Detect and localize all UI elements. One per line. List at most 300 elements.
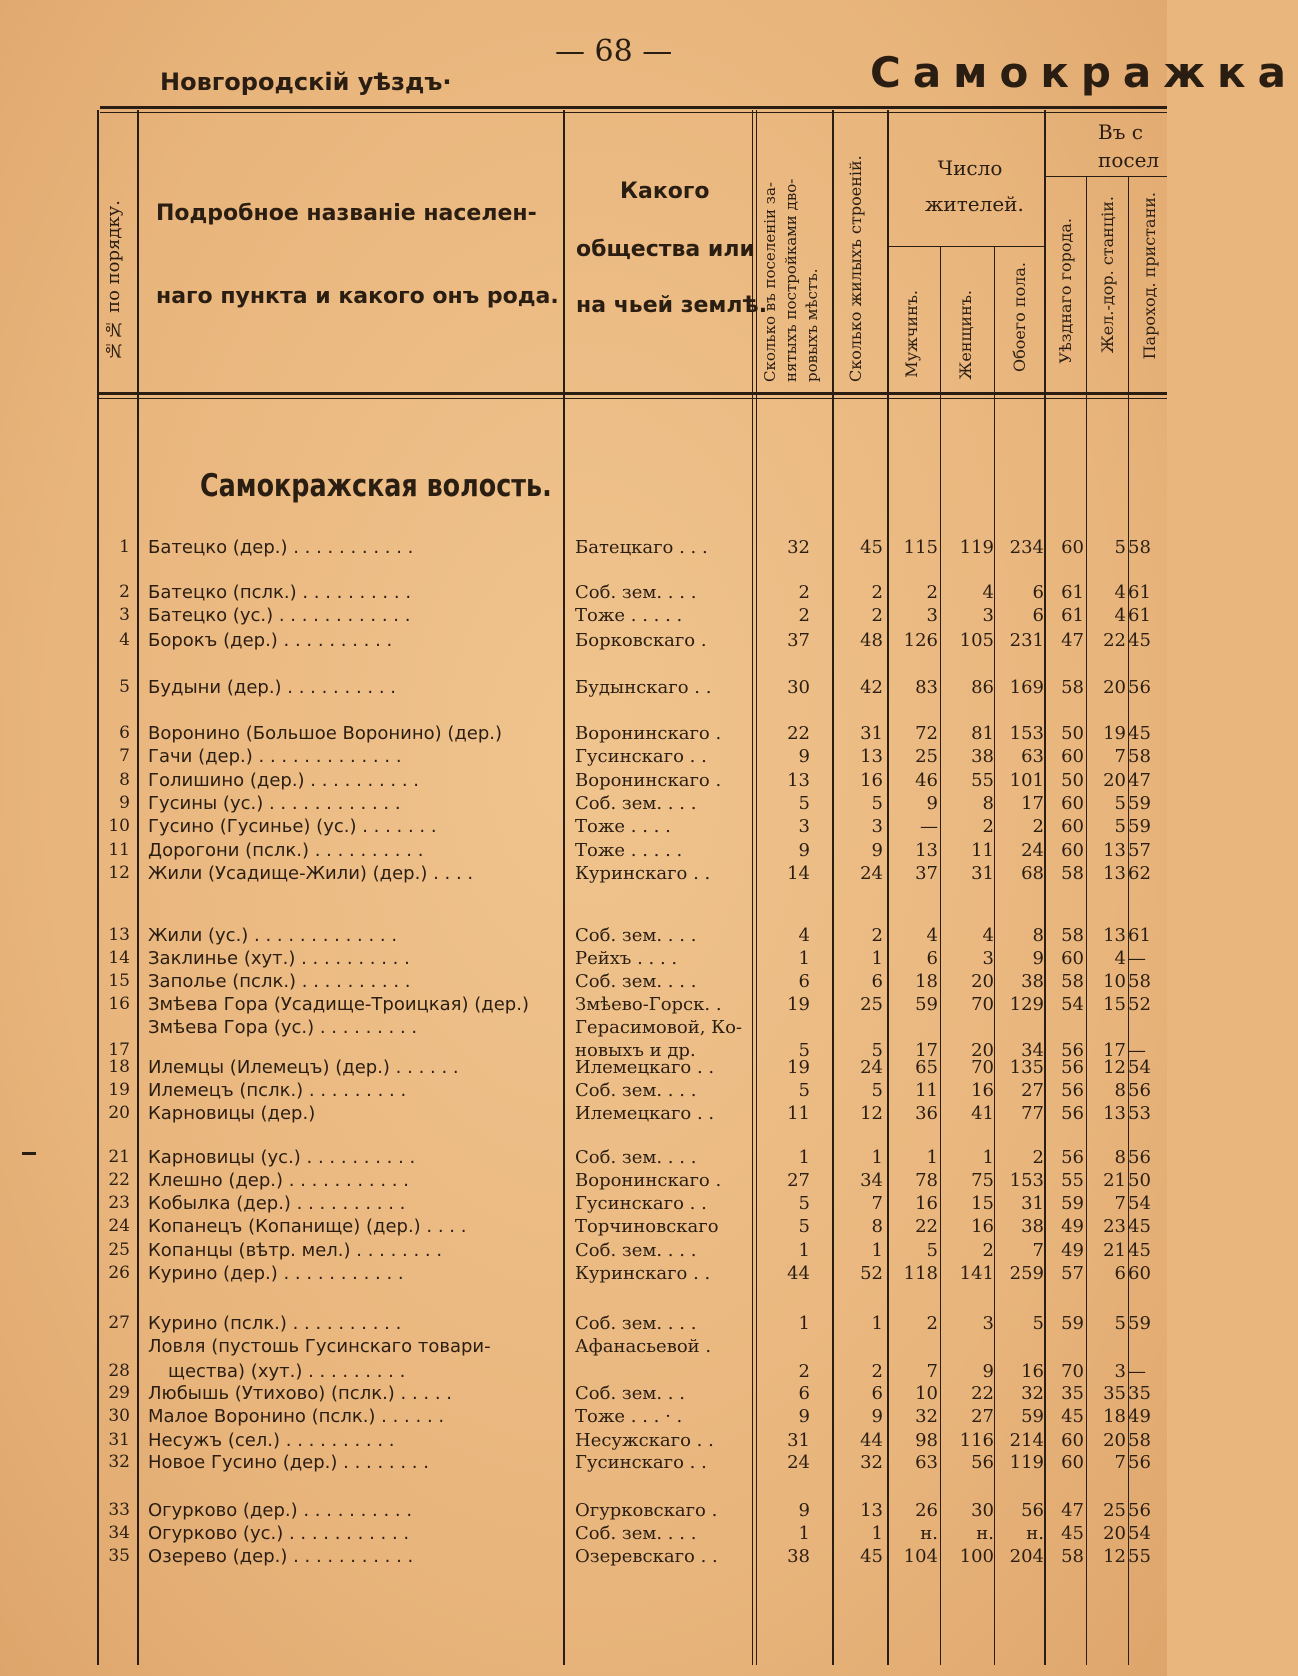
row-dist-rail: 13 — [1103, 840, 1126, 861]
row-society: Тоже . . . · . — [575, 1406, 683, 1427]
row-dist-rail: 15 — [1103, 994, 1126, 1015]
header-plots: Сколько въ поселеніи за- нятыхъ постройками дво- ровыхъ мѣстъ. — [761, 178, 821, 382]
row-name: Курино (пслк.) . . . . . . . . . . — [148, 1313, 402, 1334]
row-dist-rail: 8 — [1114, 1080, 1126, 1101]
row-buildings: 48 — [860, 630, 883, 651]
row-buildings: 5 — [871, 1080, 883, 1101]
row-number: 3 — [119, 605, 130, 625]
row-dist-town: 60 — [1061, 840, 1084, 861]
row-dist-pier: 56 — [1128, 1452, 1151, 1473]
row-dist-town: 50 — [1061, 770, 1084, 791]
row-dist-rail: 23 — [1103, 1216, 1126, 1237]
row-dist-rail: 7 — [1114, 1193, 1126, 1214]
table-row — [0, 1080, 1167, 1104]
row-number: 10 — [108, 816, 130, 836]
row-female: 22 — [971, 1383, 994, 1404]
row-dist-town: 45 — [1061, 1406, 1084, 1427]
row-male: 37 — [915, 863, 938, 884]
row-dist-town: 56 — [1061, 1147, 1084, 1168]
row-female: 1 — [982, 1147, 994, 1168]
row-female: 8 — [982, 793, 994, 814]
row-plots: 24 — [787, 1452, 810, 1473]
row-dist-rail: 21 — [1103, 1240, 1126, 1261]
row-society: Воронинскаго . — [575, 770, 722, 791]
row-society: Озеревскаго . . — [575, 1546, 718, 1567]
row-society: Соб. зем. . . . — [575, 1523, 697, 1544]
row-society: Змѣево-Горск. . — [575, 994, 722, 1015]
row-society: Соб. зем. . . . — [575, 1313, 697, 1334]
row-female: 3 — [982, 605, 994, 626]
row-name: Батецко (дер.) . . . . . . . . . . . — [148, 537, 414, 558]
row-male: 72 — [915, 723, 938, 744]
row-male: 6 — [926, 948, 938, 969]
row-plots: 1 — [798, 1147, 810, 1168]
row-dist-town: 61 — [1061, 605, 1084, 626]
row-total: 214 — [1009, 1430, 1044, 1451]
row-female: 119 — [959, 537, 994, 558]
row-female: 16 — [971, 1080, 994, 1101]
row-dist-rail: 13 — [1103, 1103, 1126, 1124]
top-rule-thin — [100, 112, 1167, 113]
row-number: 23 — [108, 1193, 130, 1213]
row-dist-town: 59 — [1061, 1313, 1084, 1334]
row-buildings: 6 — [871, 971, 883, 992]
table-row — [0, 677, 1167, 701]
row-name: Огурково (дер.) . . . . . . . . . . — [148, 1500, 413, 1521]
row-plots: 2 — [798, 582, 810, 603]
row-society: Гусинскаго . . — [575, 746, 707, 767]
row-total: 7 — [1032, 1240, 1044, 1261]
row-name: Ловля (пустошь Гусинскаго товари- — [148, 1336, 491, 1357]
row-buildings: 45 — [860, 537, 883, 558]
row-female: 30 — [971, 1500, 994, 1521]
row-plots: 14 — [787, 863, 810, 884]
row-plots: 32 — [787, 537, 810, 558]
row-dist-town: 55 — [1061, 1170, 1084, 1191]
row-female: 2 — [982, 1240, 994, 1261]
row-buildings: 7 — [871, 1193, 883, 1214]
row-male: 17 — [915, 1040, 938, 1061]
row-dist-rail: 22 — [1103, 630, 1126, 651]
row-dist-pier: 52 — [1128, 994, 1151, 1015]
row-plots: 2 — [798, 1361, 810, 1382]
row-name: Борокъ (дер.) . . . . . . . . . . — [148, 630, 393, 651]
row-buildings: 9 — [871, 840, 883, 861]
row-name: Новое Гусино (дер.) . . . . . . . . — [148, 1452, 429, 1473]
table-row — [0, 582, 1167, 606]
row-male: 63 — [915, 1452, 938, 1473]
row-dist-rail: 13 — [1103, 925, 1126, 946]
row-name: Батецко (ус.) . . . . . . . . . . . . — [148, 605, 411, 626]
row-dist-rail: 4 — [1114, 605, 1126, 626]
row-female: 20 — [971, 1040, 994, 1061]
row-male: 22 — [915, 1216, 938, 1237]
table-row — [0, 1147, 1167, 1171]
row-female: 16 — [971, 1216, 994, 1237]
row-male: 2 — [926, 582, 938, 603]
row-female: 41 — [971, 1103, 994, 1124]
row-number: 6 — [119, 723, 130, 743]
row-name: Несужъ (сел.) . . . . . . . . . . — [148, 1430, 395, 1451]
row-total: 153 — [1009, 723, 1044, 744]
row-male: 32 — [915, 1406, 938, 1427]
row-dist-pier: 56 — [1128, 1080, 1151, 1101]
row-dist-rail: 7 — [1114, 1452, 1126, 1473]
row-male: 5 — [926, 1240, 938, 1261]
row-buildings: 45 — [860, 1546, 883, 1567]
row-dist-town: 50 — [1061, 723, 1084, 744]
row-name: Клешно (дер.) . . . . . . . . . . . — [148, 1170, 409, 1191]
header-name-line1: Подробное названіе населен- — [156, 201, 537, 226]
running-volost-title: Самокражка — [870, 48, 1298, 97]
row-dist-pier: 59 — [1128, 793, 1151, 814]
row-dist-rail: 5 — [1114, 816, 1126, 837]
table-row — [0, 1336, 1167, 1382]
row-dist-pier: 35 — [1128, 1383, 1151, 1404]
row-dist-town: 45 — [1061, 1523, 1084, 1544]
row-dist-rail: 20 — [1103, 770, 1126, 791]
row-male: 115 — [903, 537, 938, 558]
row-total: 56 — [1021, 1500, 1044, 1521]
row-dist-rail: 10 — [1103, 971, 1126, 992]
row-female: 70 — [971, 994, 994, 1015]
row-dist-town: 70 — [1061, 1361, 1084, 1382]
row-female: 3 — [982, 948, 994, 969]
row-buildings: 25 — [860, 994, 883, 1015]
row-number: 32 — [108, 1452, 130, 1472]
table-row — [0, 537, 1167, 561]
row-dist-town: 59 — [1061, 1193, 1084, 1214]
top-rule — [100, 106, 1167, 109]
row-number: 28 — [108, 1361, 130, 1381]
row-society: Соб. зем. . . . — [575, 1147, 697, 1168]
row-plots: 5 — [798, 1216, 810, 1237]
row-total: 153 — [1009, 1170, 1044, 1191]
row-dist-rail: 21 — [1103, 1170, 1126, 1191]
row-society: Рейхъ . . . . — [575, 948, 678, 969]
row-dist-town: 60 — [1061, 1430, 1084, 1451]
row-dist-pier: 58 — [1128, 537, 1151, 558]
row-name: Жили (Усадище-Жили) (дер.) . . . . — [148, 863, 474, 884]
row-dist-town: 58 — [1061, 677, 1084, 698]
row-society: Илемецкаго . . — [575, 1057, 715, 1078]
row-name: Огурково (ус.) . . . . . . . . . . . — [148, 1523, 410, 1544]
row-male: 78 — [915, 1170, 938, 1191]
row-dist-pier: 62 — [1128, 863, 1151, 884]
row-female: 55 — [971, 770, 994, 791]
row-female: 75 — [971, 1170, 994, 1191]
row-buildings: 1 — [871, 948, 883, 969]
row-dist-town: 60 — [1061, 793, 1084, 814]
row-number: 22 — [108, 1170, 130, 1190]
table-row — [0, 1240, 1167, 1264]
row-total: 231 — [1009, 630, 1044, 651]
table-row — [0, 1193, 1167, 1217]
row-name: Курино (дер.) . . . . . . . . . . . — [148, 1263, 404, 1284]
row-female: 70 — [971, 1057, 994, 1078]
row-male: 83 — [915, 677, 938, 698]
row-dist-rail: 35 — [1103, 1383, 1126, 1404]
row-name: Будыни (дер.) . . . . . . . . . . — [148, 677, 396, 698]
row-society: Соб. зем. . . . — [575, 971, 697, 992]
table-row — [0, 994, 1167, 1018]
header-bottom-rule — [97, 392, 1167, 395]
row-male: 18 — [915, 971, 938, 992]
table-row — [0, 1452, 1167, 1476]
row-number: 30 — [108, 1406, 130, 1426]
row-total: 17 — [1021, 793, 1044, 814]
row-dist-pier: 56 — [1128, 1147, 1151, 1168]
row-dist-town: 61 — [1061, 582, 1084, 603]
row-dist-town: 58 — [1061, 971, 1084, 992]
row-dist-town: 58 — [1061, 925, 1084, 946]
row-total: 129 — [1009, 994, 1044, 1015]
table-row — [0, 863, 1167, 887]
row-society: Несужскаго . . — [575, 1430, 714, 1451]
row-name: Копанецъ (Копанище) (дер.) . . . . — [148, 1216, 467, 1237]
row-dist-pier: — — [1128, 1361, 1146, 1382]
row-number: 8 — [119, 770, 130, 790]
row-dist-rail: 19 — [1103, 723, 1126, 744]
row-male: 118 — [903, 1263, 938, 1284]
row-name: Заклинье (хут.) . . . . . . . . . . — [148, 948, 410, 969]
row-society: Афанасьевой . — [575, 1336, 712, 1357]
row-plots: 5 — [798, 1040, 810, 1061]
row-dist-rail: 5 — [1114, 537, 1126, 558]
row-total: 27 — [1021, 1080, 1044, 1101]
row-male: 2 — [926, 1313, 938, 1334]
row-dist-pier: 56 — [1128, 1500, 1151, 1521]
table-row — [0, 1523, 1167, 1547]
row-society: Тоже . . . . . — [575, 605, 683, 626]
row-name: Батецко (пслк.) . . . . . . . . . . — [148, 582, 412, 603]
row-number: 7 — [119, 746, 130, 766]
row-plots: 27 — [787, 1170, 810, 1191]
row-dist-pier: 50 — [1128, 1170, 1151, 1191]
row-number: 4 — [119, 630, 130, 650]
header-female: Женщинъ. — [956, 290, 975, 380]
row-dist-town: 49 — [1061, 1240, 1084, 1261]
row-buildings: 24 — [860, 1057, 883, 1078]
row-dist-rail: 4 — [1114, 582, 1126, 603]
row-male: 10 — [915, 1383, 938, 1404]
row-plots: 2 — [798, 605, 810, 626]
row-dist-rail: 18 — [1103, 1406, 1126, 1427]
row-total: 2 — [1032, 816, 1044, 837]
row-female: 31 — [971, 863, 994, 884]
row-name: Дорогони (пслк.) . . . . . . . . . . — [148, 840, 424, 861]
header-dist-pier: Пароход. пристани. — [1140, 192, 1159, 360]
row-dist-town: 56 — [1061, 1103, 1084, 1124]
row-dist-pier: 58 — [1128, 971, 1151, 992]
row-buildings: 1 — [871, 1313, 883, 1334]
row-name: Гусины (ус.) . . . . . . . . . . . . — [148, 793, 401, 814]
row-male: 25 — [915, 746, 938, 767]
row-dist-pier: 61 — [1128, 925, 1151, 946]
row-dist-rail: 20 — [1103, 1523, 1126, 1544]
row-number: 33 — [108, 1500, 130, 1520]
row-male: 7 — [926, 1361, 938, 1382]
row-dist-pier: 49 — [1128, 1406, 1151, 1427]
row-dist-pier: 57 — [1128, 840, 1151, 861]
row-dist-pier: 61 — [1128, 605, 1151, 626]
row-society: Гусинскаго . . — [575, 1452, 707, 1473]
row-society: Воронинскаго . — [575, 723, 722, 744]
row-society: Огурковскаго . — [575, 1500, 718, 1521]
row-name: Любышь (Утихово) (пслк.) . . . . . — [148, 1383, 453, 1404]
row-buildings: 31 — [860, 723, 883, 744]
row-name: Гачи (дер.) . . . . . . . . . . . . . — [148, 746, 402, 767]
row-buildings: 12 — [860, 1103, 883, 1124]
row-dist-rail: 4 — [1114, 948, 1126, 969]
row-plots: 5 — [798, 1193, 810, 1214]
row-dist-rail: 25 — [1103, 1500, 1126, 1521]
row-number: 15 — [108, 971, 130, 991]
row-total: 6 — [1032, 582, 1044, 603]
row-dist-town: 47 — [1061, 630, 1084, 651]
row-number: 2 — [119, 582, 130, 602]
row-female: 100 — [959, 1546, 994, 1567]
table-row — [0, 816, 1167, 840]
row-society: Борковскаго . — [575, 630, 707, 651]
row-dist-town: 49 — [1061, 1216, 1084, 1237]
row-name: Озерево (дер.) . . . . . . . . . . . — [148, 1546, 414, 1567]
row-dist-town: 56 — [1061, 1040, 1084, 1061]
row-buildings: 2 — [871, 1361, 883, 1382]
margin-mark — [22, 1152, 36, 1155]
row-male: 65 — [915, 1057, 938, 1078]
row-dist-rail: 13 — [1103, 863, 1126, 884]
row-dist-town: 56 — [1061, 1057, 1084, 1078]
row-dist-pier: 45 — [1128, 1216, 1151, 1237]
row-dist-rail: 6 — [1114, 1263, 1126, 1284]
header-total: Обоего пола. — [1010, 262, 1029, 373]
table-row — [0, 770, 1167, 794]
row-dist-pier: 53 — [1128, 1103, 1151, 1124]
row-society: Гусинскаго . . — [575, 1193, 707, 1214]
row-dist-rail: 20 — [1103, 1430, 1126, 1451]
row-buildings: 5 — [871, 793, 883, 814]
population-subrule — [887, 246, 1044, 247]
table-row — [0, 1313, 1167, 1337]
row-plots: 9 — [798, 840, 810, 861]
table-row — [0, 1057, 1167, 1081]
row-dist-rail: 17 — [1103, 1040, 1126, 1061]
row-female: 9 — [982, 1361, 994, 1382]
distance-subrule — [1044, 176, 1167, 177]
row-male: 36 — [915, 1103, 938, 1124]
header-society-line2: общества или — [576, 237, 755, 262]
table-row — [0, 971, 1167, 995]
row-male: 59 — [915, 994, 938, 1015]
table-row — [0, 1383, 1167, 1407]
row-total: 68 — [1021, 863, 1044, 884]
row-female: 38 — [971, 746, 994, 767]
row-name: Гусино (Гусинье) (ус.) . . . . . . . — [148, 816, 437, 837]
row-dist-town: 57 — [1061, 1263, 1084, 1284]
row-buildings: 2 — [871, 582, 883, 603]
row-buildings: 13 — [860, 1500, 883, 1521]
row-female: 4 — [982, 925, 994, 946]
row-total: 8 — [1032, 925, 1044, 946]
row-buildings: 1 — [871, 1147, 883, 1168]
row-female: 15 — [971, 1193, 994, 1214]
row-total: 119 — [1009, 1452, 1044, 1473]
row-dist-pier: 45 — [1128, 1240, 1151, 1261]
row-dist-town: 60 — [1061, 746, 1084, 767]
header-bottom-rule-thin — [97, 398, 1167, 399]
row-total: 2 — [1032, 1147, 1044, 1168]
row-plots: 38 — [787, 1546, 810, 1567]
table-row — [0, 1216, 1167, 1240]
row-society: Соб. зем. . . . — [575, 925, 697, 946]
row-male: — — [920, 816, 938, 837]
header-name-line2: наго пункта и какого онъ рода. — [156, 284, 559, 309]
row-name: Илемецъ (пслк.) . . . . . . . . . — [148, 1080, 407, 1101]
row-male: 11 — [915, 1080, 938, 1101]
row-society: Тоже . . . . — [575, 816, 671, 837]
row-male: 98 — [915, 1430, 938, 1451]
header-society-line1: Какого — [620, 179, 710, 204]
row-plots: 19 — [787, 1057, 810, 1078]
row-buildings: 2 — [871, 605, 883, 626]
table-row — [0, 925, 1167, 949]
row-male: н. — [920, 1523, 938, 1544]
table-row — [0, 793, 1167, 817]
row-total: 16 — [1021, 1361, 1044, 1382]
row-dist-rail: 8 — [1114, 1147, 1126, 1168]
row-dist-pier: 45 — [1128, 630, 1151, 651]
row-plots: 13 — [787, 770, 810, 791]
row-buildings: 24 — [860, 863, 883, 884]
row-dist-town: 54 — [1061, 994, 1084, 1015]
row-plots: 6 — [798, 971, 810, 992]
row-dist-rail: 12 — [1103, 1546, 1126, 1567]
row-buildings: 32 — [860, 1452, 883, 1473]
row-number: 11 — [108, 840, 130, 860]
row-society: Батецкаго . . . — [575, 537, 708, 558]
row-number: 27 — [108, 1313, 130, 1333]
header-distance: Въ с посел — [1098, 120, 1160, 172]
row-plots: 6 — [798, 1383, 810, 1404]
row-plots: 4 — [798, 925, 810, 946]
row-buildings: 34 — [860, 1170, 883, 1191]
row-buildings: 2 — [871, 925, 883, 946]
row-number: 1 — [119, 537, 130, 557]
row-total: 169 — [1009, 677, 1044, 698]
row-number: 12 — [108, 863, 130, 883]
row-total: 204 — [1009, 1546, 1044, 1567]
row-buildings: 1 — [871, 1523, 883, 1544]
row-name: Карновицы (дер.) — [148, 1103, 316, 1124]
row-society-cont: новыхъ и др. — [575, 1040, 696, 1061]
header-dist-town: Уѣзднаго города. — [1056, 218, 1075, 364]
row-total: н. — [1026, 1523, 1044, 1544]
row-plots: 5 — [798, 793, 810, 814]
row-female: 2 — [982, 816, 994, 837]
row-dist-town: 60 — [1061, 1452, 1084, 1473]
table-row — [0, 1017, 1167, 1061]
row-number: 17 — [108, 1040, 130, 1060]
row-dist-rail: 5 — [1114, 1313, 1126, 1334]
row-dist-pier: 54 — [1128, 1057, 1151, 1078]
row-buildings: 3 — [871, 816, 883, 837]
row-plots: 1 — [798, 1313, 810, 1334]
row-total: 34 — [1021, 1040, 1044, 1061]
row-number: 20 — [108, 1103, 130, 1123]
table-row — [0, 840, 1167, 864]
row-name: Копанцы (вѣтр. мел.) . . . . . . . . — [148, 1240, 443, 1261]
